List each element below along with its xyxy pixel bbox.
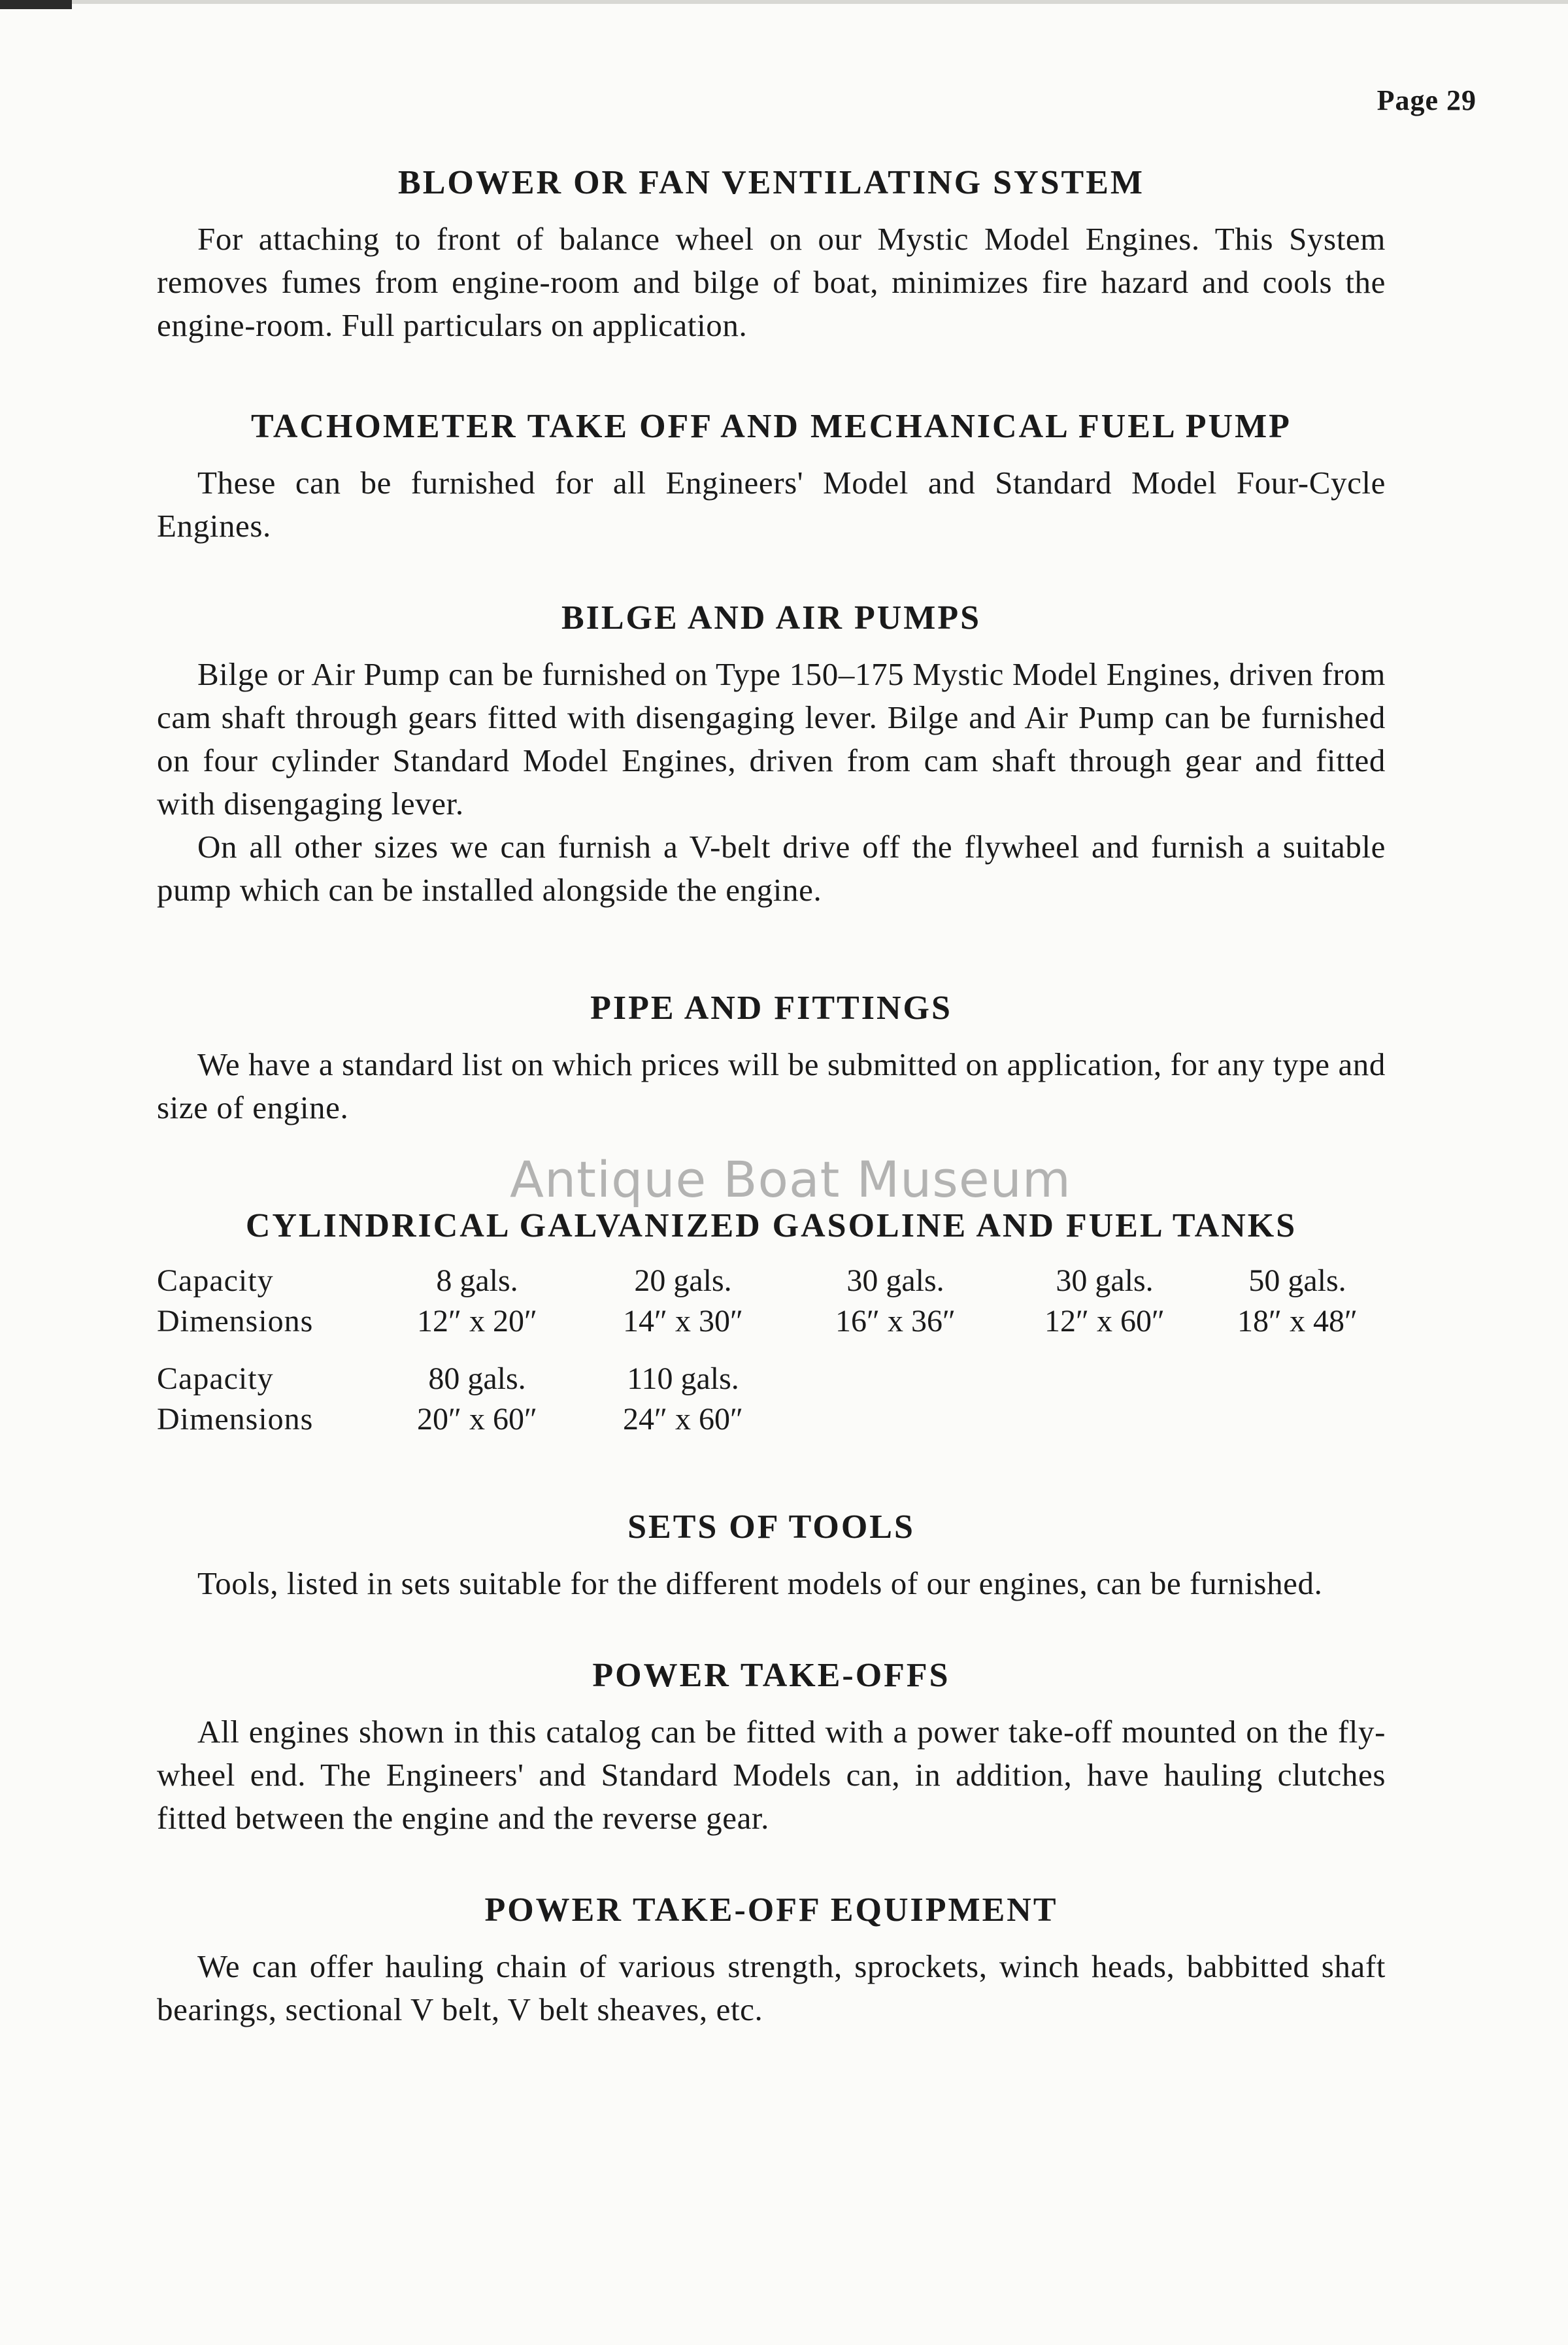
capacity-label: Capacity [157, 1263, 274, 1298]
capacity-cell: 30 gals. [846, 1263, 944, 1298]
dimensions-cell: 20″ x 60″ [417, 1402, 537, 1437]
section-heading: POWER TAKE-OFF EQUIPMENT [484, 1891, 1058, 1929]
section-tachometer [157, 407, 1386, 548]
dimensions-cell: 24″ x 60″ [623, 1402, 743, 1437]
section-body: Tools, listed in sets suitable for the different models of our engines, can be furnished. [197, 1565, 1323, 1601]
section-heading: CYLINDRICAL GALVANIZED GASOLINE AND FUEL TANKS [245, 1207, 1297, 1244]
dimensions-label: Dimensions [157, 1402, 314, 1437]
dimensions-label: Dimensions [157, 1304, 314, 1339]
section-body-2: On all other sizes we can furnish a V-belt drive off the flywheel and furnish a suitable pump which can be installed alongside the engine. [157, 829, 1386, 908]
scan-corner-mark [0, 0, 72, 9]
section-heading: BILGE AND AIR PUMPS [561, 599, 982, 637]
section-tanks [157, 1206, 1386, 1440]
section-body: We can offer hauling chain of various strength, sprockets, winch heads, babbitted shaft bearings, sectional V belt, V belt sheaves, etc. [157, 1948, 1386, 2027]
dimensions-cell: 12″ x 20″ [417, 1304, 537, 1339]
page-number: Page 29 [1376, 84, 1476, 116]
capacity-cell: 110 gals. [627, 1361, 739, 1396]
section-heading: PIPE AND FITTINGS [590, 990, 952, 1027]
museum-watermark: Antique Boat Museum [510, 1150, 1071, 1208]
capacity-cell: 8 gals. [436, 1263, 518, 1298]
section-body: Bilge or Air Pump can be furnished on Type 150–175 Mystic Model Engines, driven from cam shaft through gears fitted with disengaging lever. Bilge and Air Pump can be furnished on four cylinder Standard Model Engines, driven from cam shaft through gear and fitted with disengaging lever. [157, 656, 1386, 822]
section-body: For attaching to front of balance wheel on our Mystic Model Engines. This System removes fumes from engine-room and bilge of boat, minimizes fire hazard and cools the engine-room. Full particulars on application. [157, 221, 1386, 343]
section-heading: POWER TAKE-OFFS [592, 1657, 950, 1694]
section-body: We have a standard list on which prices will be submitted on application, for any type and size of engine. [157, 1046, 1386, 1125]
page-top-edge [0, 0, 1568, 4]
dimensions-cell: 14″ x 30″ [623, 1304, 743, 1339]
capacity-cell: 80 gals. [428, 1361, 526, 1396]
section-pipe [157, 989, 1386, 1129]
section-blower [157, 163, 1386, 347]
tank-table [157, 1261, 1386, 1440]
dimensions-cell: 12″ x 60″ [1044, 1304, 1165, 1339]
section-tools [157, 1508, 1386, 1605]
capacity-cell: 50 gals. [1248, 1263, 1346, 1298]
capacity-cell: 20 gals. [634, 1263, 732, 1298]
tank-row [157, 1261, 1386, 1342]
capacity-label: Capacity [157, 1361, 274, 1396]
section-heading: SETS OF TOOLS [627, 1508, 915, 1546]
section-body: All engines shown in this catalog can be fitted with a power take-off mounted on the fly-wheel end. The Engineers' and Standard Models can, in addition, have hauling clutches fitted between the engine and the reverse gear. [157, 1714, 1386, 1836]
capacity-cell: 30 gals. [1056, 1263, 1154, 1298]
page-content [157, 163, 1386, 2031]
section-power-take-off-equipment [157, 1891, 1386, 2031]
section-heading: TACHOMETER TAKE OFF AND MECHANICAL FUEL PUMP [251, 408, 1292, 445]
dimensions-cell: 16″ x 36″ [835, 1304, 956, 1339]
section-heading: BLOWER OR FAN VENTILATING SYSTEM [398, 164, 1144, 201]
section-bilge [157, 599, 1386, 912]
section-body: These can be furnished for all Engineers' Model and Standard Model Four-Cycle Engines. [157, 465, 1386, 544]
tank-row [157, 1359, 1386, 1440]
dimensions-cell: 18″ x 48″ [1237, 1304, 1358, 1339]
section-power-take-offs [157, 1656, 1386, 1840]
